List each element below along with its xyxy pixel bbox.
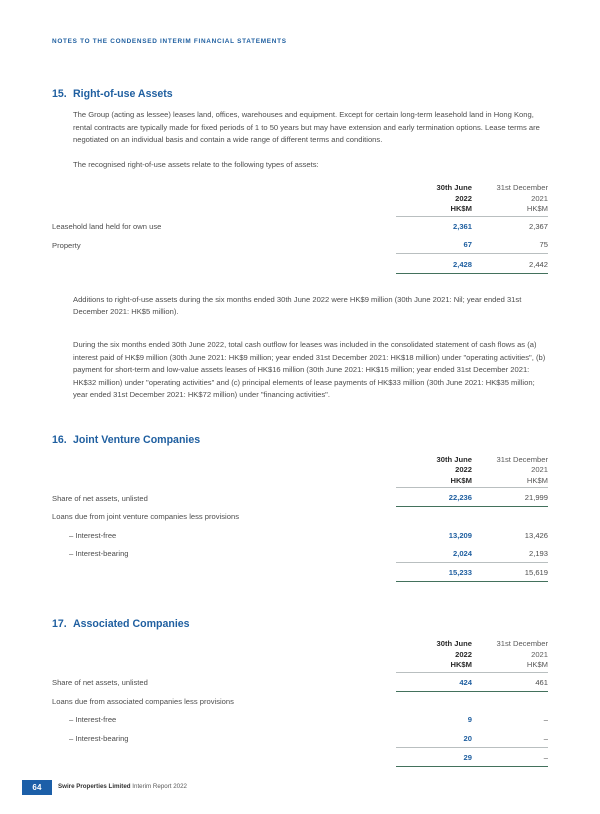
column-header-current bbox=[396, 455, 472, 488]
header-blank-cell bbox=[52, 183, 396, 216]
row-value-current: 2,024 bbox=[452, 548, 472, 558]
col-head-line1: 31st December bbox=[496, 639, 548, 649]
row-value-previous: 2,193 bbox=[528, 548, 548, 558]
column-header-current bbox=[396, 183, 472, 216]
row-label: – Interest-free bbox=[69, 715, 117, 725]
loans-caption-value-previous bbox=[472, 692, 548, 710]
row-label: Share of net assets, unlisted bbox=[52, 678, 148, 688]
row-value-previous: 2,367 bbox=[472, 216, 548, 235]
row-value-previous: 461 bbox=[472, 672, 548, 691]
col-head-line2: 2022 bbox=[455, 649, 472, 659]
paragraph-15-3: Additions to right-of-use assets during the six months ended 30th June 2022 were HK$9 million (30th June 2021: Nil; year ended 31st December 2021: HK$5 million). bbox=[73, 294, 522, 317]
loans-caption: Loans due from associated companies less provisions bbox=[52, 696, 234, 706]
row-value-previous: – bbox=[543, 733, 548, 743]
column-header-previous bbox=[472, 455, 548, 488]
section-number-17: 17. bbox=[52, 618, 67, 631]
row-label: Leasehold land held for own use bbox=[52, 221, 162, 231]
section-heading-16 bbox=[52, 434, 600, 446]
col-head-line3: HK$M bbox=[526, 475, 548, 485]
running-header: NOTES TO THE CONDENSED INTERIM FINANCIAL STATEMENTS bbox=[52, 38, 287, 45]
header-blank-cell bbox=[52, 455, 396, 488]
table-total-row bbox=[52, 563, 548, 582]
table-joint-venture-companies bbox=[52, 455, 548, 583]
table-header-row bbox=[52, 639, 548, 672]
row-value-current: 424 bbox=[396, 672, 472, 691]
total-label bbox=[52, 747, 396, 766]
footer-company-name: Swire Properties Limited bbox=[58, 783, 131, 790]
total-label bbox=[52, 254, 396, 273]
col-head-line3: HK$M bbox=[526, 204, 548, 214]
table-row bbox=[52, 710, 548, 728]
table-bottom-spacer bbox=[0, 274, 600, 294]
col-head-line1: 30th June bbox=[436, 454, 472, 464]
total-label bbox=[52, 563, 396, 582]
total-value-previous: 2,442 bbox=[472, 254, 548, 273]
col-head-line1: 30th June bbox=[436, 183, 472, 193]
row-value-current: 67 bbox=[463, 240, 472, 250]
row-value-previous: – bbox=[543, 715, 548, 725]
total-value-current: 29 bbox=[396, 747, 472, 766]
row-value-current: 9 bbox=[467, 715, 472, 725]
row-value-current: 13,209 bbox=[448, 530, 472, 540]
col-head-line2: 2021 bbox=[531, 649, 548, 659]
row-value-current: 20 bbox=[463, 733, 472, 743]
table-total-row bbox=[52, 747, 548, 766]
col-head-line2: 2022 bbox=[455, 193, 472, 203]
col-head-line2: 2021 bbox=[531, 193, 548, 203]
table-row bbox=[52, 525, 548, 543]
col-head-line3: HK$M bbox=[526, 660, 548, 670]
table-row bbox=[52, 728, 548, 747]
page-footer bbox=[0, 780, 600, 796]
row-value-previous: 21,999 bbox=[472, 488, 548, 507]
column-header-previous bbox=[472, 183, 548, 216]
loans-caption-value-previous bbox=[472, 507, 548, 525]
paragraph-gap bbox=[0, 331, 600, 339]
table-row-loans-caption bbox=[52, 692, 548, 710]
col-head-line3: HK$M bbox=[450, 204, 472, 214]
col-head-line1: 31st December bbox=[496, 454, 548, 464]
total-value-current: 2,428 bbox=[396, 254, 472, 273]
section-gap-15-16 bbox=[0, 414, 600, 434]
table-row bbox=[52, 544, 548, 563]
section-gap-16-17 bbox=[0, 582, 600, 618]
row-label: Property bbox=[52, 240, 81, 250]
col-head-line3: HK$M bbox=[450, 660, 472, 670]
section-title-16: Joint Venture Companies bbox=[73, 433, 201, 446]
col-head-line1: 31st December bbox=[496, 183, 548, 193]
section-title-15: Right-of-use Assets bbox=[73, 88, 173, 100]
column-header-current bbox=[396, 639, 472, 672]
section-number-16: 16. bbox=[52, 433, 67, 446]
loans-caption-value-current bbox=[396, 507, 472, 525]
page-content bbox=[0, 88, 600, 767]
loans-caption-value-current bbox=[396, 692, 472, 710]
col-head-line1: 30th June bbox=[436, 639, 472, 649]
table-associated-companies bbox=[52, 639, 548, 767]
paragraph-15-1: The Group (acting as lessee) leases land, offices, warehouses and equipment. Except for certain long-term leasehold land in Hong Kong, rental contracts are typically made for fixed periods of 1 to 50 years but may have extension and early termination options. Lease terms are negotiated on an individual basis and contain a wide range of different terms and conditions. bbox=[73, 110, 540, 145]
section-right-of-use-assets bbox=[0, 88, 600, 402]
footer-text bbox=[58, 783, 187, 790]
row-label: – Interest-bearing bbox=[69, 549, 129, 559]
section-associated-companies bbox=[0, 618, 600, 767]
row-value-previous: 75 bbox=[539, 240, 548, 250]
table-row-share-of-net-assets bbox=[52, 488, 548, 507]
section-title-17: Associated Companies bbox=[73, 618, 190, 631]
loans-caption: Loans due from joint venture companies less provisions bbox=[52, 512, 239, 522]
col-head-line2: 2021 bbox=[531, 465, 548, 475]
paragraph-15-2: The recognised right-of-use assets relate to the following types of assets: bbox=[73, 159, 319, 169]
row-label: – Interest-bearing bbox=[69, 734, 129, 743]
table-header-row bbox=[52, 183, 548, 216]
column-header-previous bbox=[472, 639, 548, 672]
total-value-previous: – bbox=[472, 747, 548, 766]
table-total-row bbox=[52, 254, 548, 273]
table-right-of-use-assets bbox=[52, 183, 548, 273]
col-head-line3: HK$M bbox=[450, 475, 472, 485]
row-label: – Interest-free bbox=[69, 530, 117, 540]
header-blank-cell bbox=[52, 639, 396, 672]
table-row-loans-caption bbox=[52, 507, 548, 525]
row-label: Share of net assets, unlisted bbox=[52, 493, 148, 503]
section-heading-17 bbox=[52, 618, 600, 630]
row-value-current: 2,361 bbox=[396, 216, 472, 235]
page-number-badge: 64 bbox=[22, 780, 52, 795]
total-value-previous: 15,619 bbox=[472, 563, 548, 582]
row-value-previous: 13,426 bbox=[524, 530, 548, 540]
table-row bbox=[52, 216, 548, 235]
section-number-15: 15. bbox=[52, 88, 67, 100]
table-row-share-of-net-assets bbox=[52, 672, 548, 691]
row-value-current: 22,236 bbox=[396, 488, 472, 507]
total-value-current: 15,233 bbox=[396, 563, 472, 582]
paragraph-15-4: During the six months ended 30th June 2022, total cash outflow for leases was included in the consolidated statement of cash flows as (a) interest paid of HK$9 million (30th June 2021: HK$9 million; year ended 31st December 2021: HK$18 million) under "operating activities", (b) payment for short-term and low-value assets leases of HK$16 million (30th June 2021: HK$15 million; year ended 31st December 2021: HK$32 million) under "operating activities" and (c) principal elements of lease payments of HK$33 million (30th June 2021: HK$35 million; year ended 31st December 2021: HK$72 million) under "financing activities". bbox=[73, 339, 546, 400]
table-header-row bbox=[52, 455, 548, 488]
section-heading-15 bbox=[52, 88, 600, 100]
col-head-line2: 2022 bbox=[455, 465, 472, 475]
footer-report-name: Interim Report 2022 bbox=[132, 783, 187, 790]
section-joint-venture-companies bbox=[0, 434, 600, 583]
table-row bbox=[52, 235, 548, 254]
